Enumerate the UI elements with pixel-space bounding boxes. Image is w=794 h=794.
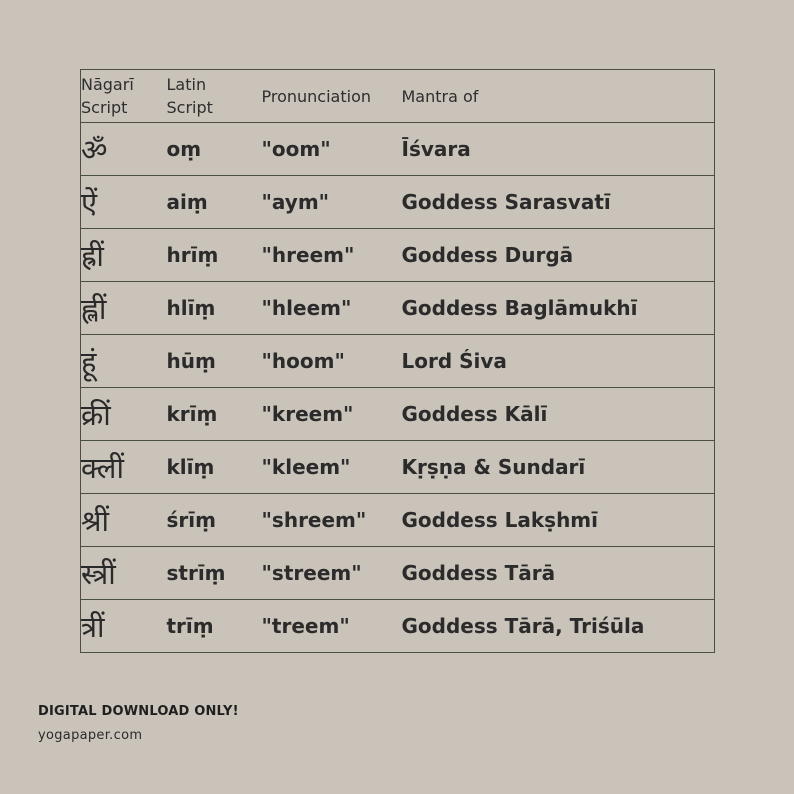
header-pronunciation-label: Pronunciation <box>261 86 371 106</box>
deity-cell: Lord Śiva <box>402 335 715 388</box>
latin-cell: klīṃ <box>167 441 262 494</box>
table-header-row <box>81 70 715 123</box>
nagari-cell: ह्रीं <box>81 229 167 282</box>
nagari-cell: क्रीं <box>81 388 167 441</box>
nagari-cell: हूं <box>81 335 167 388</box>
deity-cell: Goddess Tārā <box>402 547 715 600</box>
deity-cell: Kṛṣṇa & Sundarī <box>402 441 715 494</box>
latin-cell: oṃ <box>167 123 262 176</box>
deity-cell: Goddess Baglāmukhī <box>402 282 715 335</box>
nagari-cell: क्लीं <box>81 441 167 494</box>
latin-cell: hlīṃ <box>167 282 262 335</box>
latin-cell: krīṃ <box>167 388 262 441</box>
header-pronunciation <box>262 70 402 123</box>
pronunciation-cell: "kreem" <box>262 388 402 441</box>
site-name: yogapaper.com <box>38 728 143 743</box>
header-latin-line2: Script <box>166 98 213 117</box>
header-nagari-script <box>81 70 167 123</box>
deity-cell: Īśvara <box>402 123 715 176</box>
header-nagari-line1: Nāgarī <box>81 75 134 94</box>
deity-cell: Goddess Sarasvatī <box>402 176 715 229</box>
nagari-cell: स्त्रीं <box>81 547 167 600</box>
pronunciation-cell: "hleem" <box>262 282 402 335</box>
header-latin-line1: Latin <box>166 75 207 94</box>
pronunciation-cell: "aym" <box>262 176 402 229</box>
table-row <box>81 494 715 547</box>
header-mantra-of <box>402 70 715 123</box>
pronunciation-cell: "shreem" <box>262 494 402 547</box>
table-row <box>81 123 715 176</box>
latin-cell: hrīṃ <box>167 229 262 282</box>
pronunciation-cell: "streem" <box>262 547 402 600</box>
table-row <box>81 282 715 335</box>
nagari-cell: ह्लीं <box>81 282 167 335</box>
header-latin-script <box>167 70 262 123</box>
pronunciation-cell: "kleem" <box>262 441 402 494</box>
pronunciation-cell: "treem" <box>262 600 402 653</box>
latin-cell: strīṃ <box>167 547 262 600</box>
nagari-cell: त्रीं <box>81 600 167 653</box>
table-row <box>81 335 715 388</box>
pronunciation-cell: "oom" <box>262 123 402 176</box>
table-row <box>81 441 715 494</box>
nagari-cell: ॐ <box>81 123 167 176</box>
deity-cell: Goddess Tārā, Triśūla <box>402 600 715 653</box>
pronunciation-cell: "hoom" <box>262 335 402 388</box>
deity-cell: Goddess Lakṣhmī <box>402 494 715 547</box>
nagari-cell: ऐं <box>81 176 167 229</box>
latin-cell: trīṃ <box>167 600 262 653</box>
mantra-table <box>80 69 715 653</box>
digital-download-notice: DIGITAL DOWNLOAD ONLY! <box>38 704 239 719</box>
table-row <box>81 388 715 441</box>
table-row <box>81 600 715 653</box>
deity-cell: Goddess Kālī <box>402 388 715 441</box>
table-row <box>81 547 715 600</box>
header-mantra-of-label: Mantra of <box>401 86 479 106</box>
nagari-cell: श्रीं <box>81 494 167 547</box>
table-row <box>81 229 715 282</box>
latin-cell: aiṃ <box>167 176 262 229</box>
deity-cell: Goddess Durgā <box>402 229 715 282</box>
pronunciation-cell: "hreem" <box>262 229 402 282</box>
latin-cell: śrīṃ <box>167 494 262 547</box>
header-nagari-line2: Script <box>81 98 128 117</box>
latin-cell: hūṃ <box>167 335 262 388</box>
table-row <box>81 176 715 229</box>
